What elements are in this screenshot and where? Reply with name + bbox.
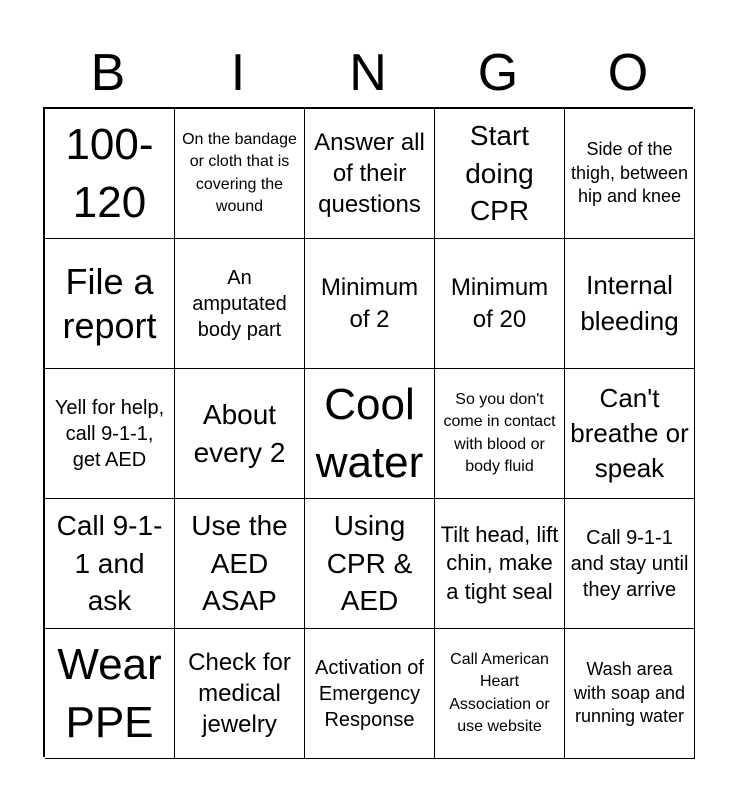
cell-text: Minimum of 20	[450, 274, 549, 333]
cell-text: Answer all of their questions	[314, 128, 425, 219]
bingo-cell[interactable]	[305, 239, 435, 369]
cell-text: Minimum of 2	[320, 274, 419, 333]
cell-text: Activation of Emergency Response	[315, 656, 424, 731]
cell-text: Wash area with soap and running water	[573, 659, 686, 727]
cell-text: Start doing CPR	[465, 119, 534, 227]
bingo-cell[interactable]	[175, 369, 305, 499]
cell-text: About every 2	[193, 398, 286, 468]
cell-text: Wear PPE	[57, 640, 162, 747]
bingo-cell[interactable]	[435, 629, 565, 759]
bingo-cell[interactable]	[45, 499, 175, 629]
cell-text: Call American Heart Association or use website	[449, 650, 550, 735]
header-letter-o: O	[607, 44, 649, 102]
bingo-cell[interactable]	[305, 109, 435, 239]
bingo-cell[interactable]	[175, 109, 305, 239]
header-letter-g: G	[477, 44, 519, 102]
bingo-cell[interactable]	[435, 369, 565, 499]
bingo-cell[interactable]	[175, 239, 305, 369]
cell-text: Call 9-1-1 and ask	[56, 509, 163, 617]
cell-text: Side of the thigh, between hip and knee	[570, 139, 689, 207]
bingo-cell[interactable]	[565, 109, 695, 239]
cell-text: Cool water	[315, 380, 424, 487]
bingo-cell[interactable]	[565, 499, 695, 629]
bingo-cell[interactable]	[45, 369, 175, 499]
bingo-cell[interactable]	[305, 629, 435, 759]
bingo-cell[interactable]	[45, 629, 175, 759]
cell-text: Can't breathe or speak	[570, 382, 689, 484]
cell-text: Tilt head, lift chin, make a tight seal	[440, 521, 559, 604]
header-letter-b: B	[90, 44, 126, 102]
bingo-cell[interactable]	[305, 369, 435, 499]
bingo-cell[interactable]	[565, 629, 695, 759]
bingo-cell[interactable]	[565, 239, 695, 369]
cell-text: Call 9-1-1 and stay until they arrive	[570, 526, 689, 601]
bingo-cell[interactable]	[45, 239, 175, 369]
bingo-cell[interactable]	[305, 499, 435, 629]
bingo-header	[43, 40, 693, 106]
bingo-cell[interactable]	[435, 499, 565, 629]
cell-text: Check for medical jewelry	[188, 648, 291, 739]
bingo-cell[interactable]	[175, 629, 305, 759]
header-letter-n: N	[349, 44, 387, 102]
cell-text: Using CPR & AED	[326, 509, 413, 617]
header-letter-i: I	[230, 44, 246, 102]
cell-text: 100-120	[65, 120, 154, 227]
cell-text: An amputated body part	[192, 266, 287, 341]
bingo-board	[43, 107, 693, 757]
bingo-cell[interactable]	[565, 369, 695, 499]
bingo-cell[interactable]	[175, 499, 305, 629]
cell-text: Use the AED ASAP	[191, 509, 288, 617]
bingo-cell[interactable]	[45, 109, 175, 239]
cell-text: Internal bleeding	[580, 270, 679, 336]
cell-text: File a report	[62, 261, 157, 346]
cell-text: Yell for help, call 9-1-1, get AED	[54, 396, 165, 471]
cell-text: So you don't come in contact with blood or body fluid	[443, 390, 556, 475]
bingo-cell[interactable]	[435, 239, 565, 369]
bingo-cell[interactable]	[435, 109, 565, 239]
cell-text: On the bandage or cloth that is covering the wound	[182, 130, 297, 215]
